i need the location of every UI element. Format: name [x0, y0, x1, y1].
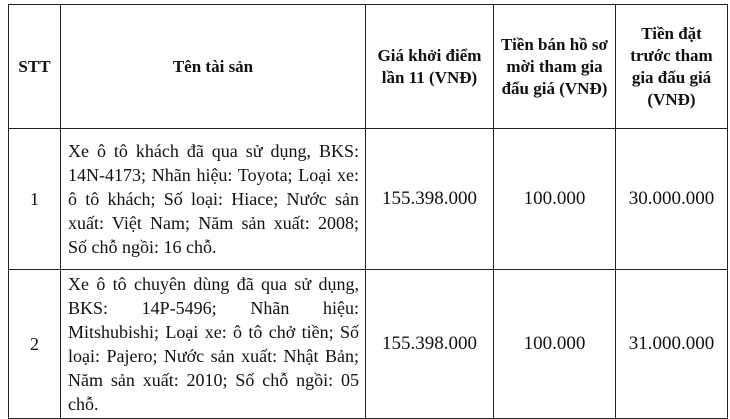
table-row: [9, 129, 728, 270]
header-stt-label: STT: [18, 56, 51, 76]
row-deposit: 31.000.000: [616, 270, 728, 419]
header-document-fee: [494, 5, 616, 129]
header-deposit-label: Tiền đặt trước tham gia đấu giá (VNĐ): [630, 23, 713, 109]
row-asset-name: Xe ô tô chuyên dùng đã qua sử dụng, BKS: 14P-5496; Nhãn hiệu: Mitshubishi; Loại xe: ô tô chở tiền; Số loại: Pajero; Nước sản xuất: Nhật Bản; Năm sản xuất: 2010; Số chỗ ngồi: 05 chỗ.: [61, 270, 366, 419]
row-start-price: 155.398.000: [366, 270, 494, 419]
table-header-row: [9, 5, 728, 129]
auction-assets-table: [8, 4, 728, 419]
row-document-fee: 100.000: [494, 270, 616, 419]
row-asset-name: Xe ô tô khách đã qua sử dụng, BKS: 14N-4173; Nhãn hiệu: Toyota; Loại xe: ô tô khách; Số loại: Hiace; Nước sản xuất: Việt Nam; Năm sản xuất: 2008; Số chỗ ngồi: 16 chỗ.: [61, 129, 366, 270]
row-stt: 1: [9, 129, 61, 270]
header-document-fee-label: Tiền bán hồ sơ mời tham gia đấu giá (VNĐ): [501, 34, 608, 98]
row-stt: 2: [9, 270, 61, 419]
row-start-price: 155.398.000: [366, 129, 494, 270]
header-stt: [9, 5, 61, 129]
row-document-fee: 100.000: [494, 129, 616, 270]
header-asset-name-label: Tên tài sản: [172, 56, 254, 76]
table-row: [9, 270, 728, 419]
header-deposit: [616, 5, 728, 129]
header-asset-name: [61, 5, 366, 129]
header-start-price-label: Giá khởi điểm lần 11 (VNĐ): [377, 45, 482, 87]
header-start-price: [366, 5, 494, 129]
row-deposit: 30.000.000: [616, 129, 728, 270]
